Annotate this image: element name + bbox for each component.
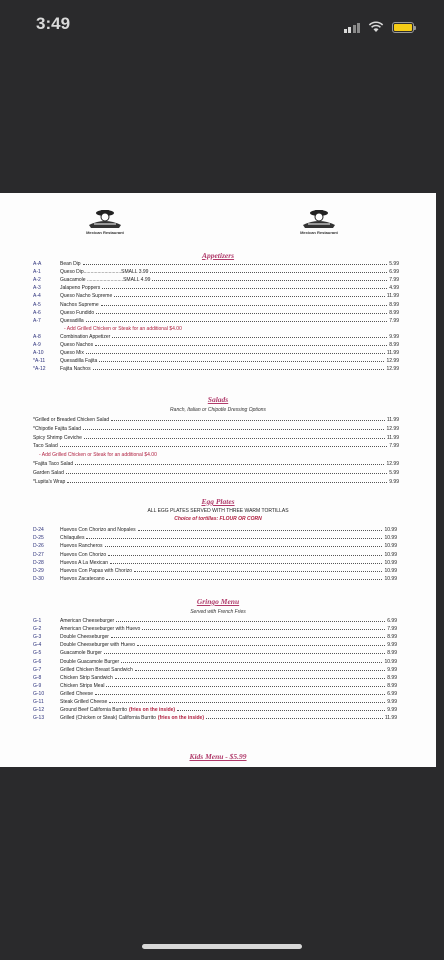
item-name: *Chipotle Fajita Salad [33,425,82,432]
item-price: 10.99 [384,543,397,550]
dot-leader [95,690,385,695]
dot-leader [177,706,385,711]
menu-photo[interactable] [0,193,444,767]
item-code: G-13 [33,715,45,722]
item-name: Quesadilla Fajita [60,358,98,365]
item-code: G-8 [33,674,42,681]
dot-leader [66,469,387,474]
item-name: Double Cheeseburger with Huevo [60,642,136,649]
item-code: A-6 [33,309,41,316]
menu-item-row [33,325,399,333]
item-price: 8.99 [387,682,397,689]
menu-item-row [33,649,397,657]
item-price: 7.99 [389,317,399,324]
item-code: G-6 [33,658,42,665]
item-name: Queso Nachos [60,342,94,348]
menu-item-row [33,666,397,674]
item-price: 12.99 [386,366,399,373]
dot-leader [86,349,385,354]
item-name: Huevos Zacatecano [60,576,105,583]
item-code: A-5 [33,301,41,308]
dot-leader [104,649,385,654]
menu-item-row [33,551,397,559]
menu-item-row [33,434,399,442]
item-note: - Add Grilled Chicken or Steak for an additional $4.00 [39,452,157,459]
dot-leader [83,425,384,430]
menu-item-row [33,625,397,633]
gringo-menu-subtitle: Served with French Fries [190,609,246,615]
item-code: *A-12 [33,366,46,373]
item-name: Chilaquiles [60,535,85,542]
item-name: Steak Grilled Cheese [60,699,108,705]
dot-leader [93,365,385,370]
item-price: 9.99 [387,666,397,673]
dot-leader [135,666,385,671]
logo-caption: Mexican Restaurant [300,230,338,235]
cellular-signal-icon [344,22,361,33]
item-code: D-27 [33,551,44,558]
menu-item-row [33,460,399,468]
item-code: G-2 [33,626,42,633]
item-code: D-25 [33,535,44,542]
item-code: A-3 [33,285,41,292]
menu-item-row [33,714,397,722]
item-price: 11.99 [384,715,397,722]
item-name: Quesadilla [60,317,84,324]
item-name: Guacamole Burger [60,650,102,657]
item-code: A-1 [33,269,41,276]
item-name: Combination Appetizer [60,333,111,340]
item-name: Queso Mix [60,350,84,357]
mascot-logo-icon [86,207,124,229]
item-code: G-9 [33,682,42,689]
item-name: American Cheeseburger with Huevo [60,626,141,633]
item-name: Queso Nacho Supreme [60,293,113,300]
item-price: 11.99 [386,434,399,441]
item-name: Garden Salad [33,469,64,476]
item-name: American Cheeseburger [60,618,115,624]
dot-leader [114,292,385,297]
gringo-menu-title: Gringo Menu [196,597,240,606]
item-name: Huevos Con Papas with Chorizo [60,568,132,574]
dot-leader [106,682,385,687]
item-code: D-26 [33,543,44,550]
menu-item-row [33,682,397,690]
menu-item-row [33,451,399,459]
item-price: 12.99 [386,461,399,467]
item-price: 10.99 [384,559,397,566]
item-price: 12.99 [386,358,399,365]
item-name: Chicken Strip Sandwich [60,674,113,681]
item-name: Huevos Con Chorizo [60,551,107,558]
dot-leader [108,551,382,556]
egg-plates-title: Egg Plates [201,497,235,506]
item-code: A-9 [33,342,41,348]
dot-leader [95,341,387,346]
menu-item-row [33,706,397,714]
restaurant-logo-right [298,207,340,235]
item-price: 10.99 [384,535,397,542]
item-code: G-3 [33,634,42,641]
item-price: 11.99 [386,293,399,300]
item-name: Grilled Chicken Breast Sandwich [60,666,133,673]
item-price: 5.99 [389,261,399,267]
item-code: D-24 [33,527,44,533]
menu-item-row [33,534,397,542]
menu-item-row [33,690,397,698]
item-code: G-5 [33,650,42,657]
dot-leader [75,460,384,465]
menu-item-row [33,658,397,666]
item-fries-note: (fries on the inside) [157,715,204,722]
item-price: 9.99 [389,333,399,340]
status-time: 3:49 [36,14,71,33]
item-name: Huevos Rancheros [60,543,103,550]
mascot-logo-icon [300,207,338,229]
item-code: A-7 [33,317,41,324]
kids-menu-title: Kids Menu - $5.99 [189,752,247,761]
item-name: Ground Beef California Burrito [60,707,127,714]
item-name: Grilled (Chicken or Steak) California Burrito [60,715,156,722]
menu-item-row [33,674,397,682]
item-price: 5.99 [389,469,399,476]
dot-leader [112,333,387,338]
menu-item-row [33,365,399,373]
item-price: 10.99 [384,576,397,583]
item-price: 7.99 [389,443,399,450]
menu-item-row [33,349,399,357]
dot-leader [67,478,387,483]
dot-leader [142,625,385,630]
salads-subtitle: Ranch, Italian or Chipotle Dressing Options [170,407,266,413]
menu-item-row [33,284,399,292]
item-name: Nachos Supreme [60,301,99,308]
menu-item-row [33,341,399,349]
dot-leader [206,714,383,719]
dot-leader [60,442,388,447]
dot-leader [150,268,387,273]
item-name: *Lupita's Wrap [33,478,66,485]
salads-title: Salads [207,395,229,404]
egg-plates-subtitle: ALL EGG PLATES SERVED WITH THREE WARM TORTILLAS [147,508,289,514]
menu-item-row [33,617,397,625]
item-name: Grilled Cheese [60,690,94,697]
item-name: *Fajita Taco Salad [33,461,74,467]
dot-leader [134,567,383,572]
item-price: 6.99 [389,269,399,276]
menu-item-row [33,416,399,424]
appetizers-title: Appetizers [201,251,235,260]
item-code: G-1 [33,618,42,624]
menu-item-row [33,575,397,583]
menu-item-row [33,357,399,365]
item-price: 10.99 [384,568,397,574]
home-indicator[interactable] [142,944,302,949]
menu-item-row [33,698,397,706]
item-code: *A-11 [33,358,46,365]
item-code: D-30 [33,576,44,583]
item-name: Fajita Nachos [60,366,91,373]
dot-leader [99,357,384,362]
menu-item-row [33,633,397,641]
item-name: Double Guacamole Burger [60,658,120,665]
item-name: Queso Fundido [60,309,95,316]
item-code: A-A [33,261,42,267]
item-note: - Add Grilled Chicken or Steak for an additional $4.00 [64,325,182,332]
item-code: G-7 [33,666,42,673]
dot-leader [84,434,385,439]
item-price: 6.99 [387,618,397,624]
item-code: G-11 [33,699,44,705]
menu-item-row [33,317,399,325]
item-price: 11.99 [386,350,399,357]
dot-leader [83,260,388,265]
item-price: 8.99 [387,650,397,657]
menu-item-row [33,567,397,575]
dot-leader [86,534,382,539]
wifi-icon [368,21,384,33]
menu-item-row [33,478,399,486]
dot-leader [137,641,385,646]
menu-item-row [33,333,399,341]
dot-leader [106,575,382,580]
menu-item-row [33,526,397,534]
item-price: 10.99 [384,527,397,533]
item-price: 9.99 [387,699,397,705]
item-fries-note: (fries on the inside) [128,707,176,714]
item-name: Guacamole ..........................SMALL 4.99 [60,277,151,284]
status-bar [0,0,444,60]
item-price: 8.99 [387,634,397,641]
item-code: D-29 [33,568,44,574]
menu-item-row [33,442,399,450]
dot-leader [121,658,382,663]
item-name: *Grilled or Breaded Chicken Salad [33,417,110,423]
item-price: 8.99 [389,301,399,308]
menu-item-row [33,268,399,276]
item-price: 4.99 [389,285,399,292]
dot-leader [102,284,387,289]
item-price: 8.99 [389,342,399,348]
item-name: Double Cheeseburger [60,634,109,641]
item-code: G-12 [33,707,45,714]
dot-leader [110,559,382,564]
item-price: 8.99 [389,309,399,316]
egg-plates-tortilla-note: Choice of tortillas: FLOUR OR CORN [174,516,262,522]
item-code: D-28 [33,559,44,566]
menu-item-row [33,260,399,268]
item-name: Chicken Strips Meal [60,682,105,689]
item-code: A-10 [33,350,44,357]
menu-item-row [33,425,399,433]
menu-item-row [33,292,399,300]
menu-item-row [33,559,397,567]
item-price: 7.99 [387,626,397,633]
dot-leader [96,309,387,314]
dot-leader [116,617,385,622]
menu-item-row [33,309,399,317]
item-price: 6.99 [387,690,397,697]
menu-item-row [33,301,399,309]
dot-leader [152,276,387,281]
battery-icon [392,22,414,33]
dot-leader [105,542,383,547]
item-code: G-4 [33,642,42,649]
item-name: Huevos A La Mexican [60,559,109,566]
status-icons [344,21,415,33]
item-price: 9.99 [389,478,399,485]
menu-item-row [33,542,397,550]
item-name: Huevos Con Chorizo and Nopales [60,527,136,533]
dot-leader [111,633,385,638]
dot-leader [109,698,385,703]
logo-caption: Mexican Restaurant [86,230,124,235]
item-code: A-8 [33,333,41,340]
dot-leader [101,301,388,306]
item-price: 11.99 [386,417,399,423]
dot-leader [138,526,383,531]
item-name: Jalapeno Poppers [60,285,101,292]
item-price: 10.99 [384,658,397,665]
item-price: 7.99 [389,277,399,284]
item-price: 12.99 [386,425,399,432]
item-name: Queso Dip...........................SMALL 3.99 [60,269,149,276]
menu-item-row [33,641,397,649]
item-price: 9.99 [387,707,397,714]
item-price: 8.99 [387,674,397,681]
dot-leader [115,674,385,679]
item-name: Taco Salad [33,443,58,450]
item-code: G-10 [33,690,45,697]
item-price: 9.99 [387,642,397,649]
restaurant-logo-left [84,207,126,235]
dot-leader [111,416,385,421]
item-price: 10.99 [384,551,397,558]
item-name: Spicy Shrimp Ceviche [33,434,82,441]
item-code: A-2 [33,277,41,284]
item-code: A-4 [33,293,41,300]
menu-item-row [33,469,399,477]
item-name: Bean Dip [60,261,81,267]
dot-leader [86,317,388,322]
menu-item-row [33,276,399,284]
